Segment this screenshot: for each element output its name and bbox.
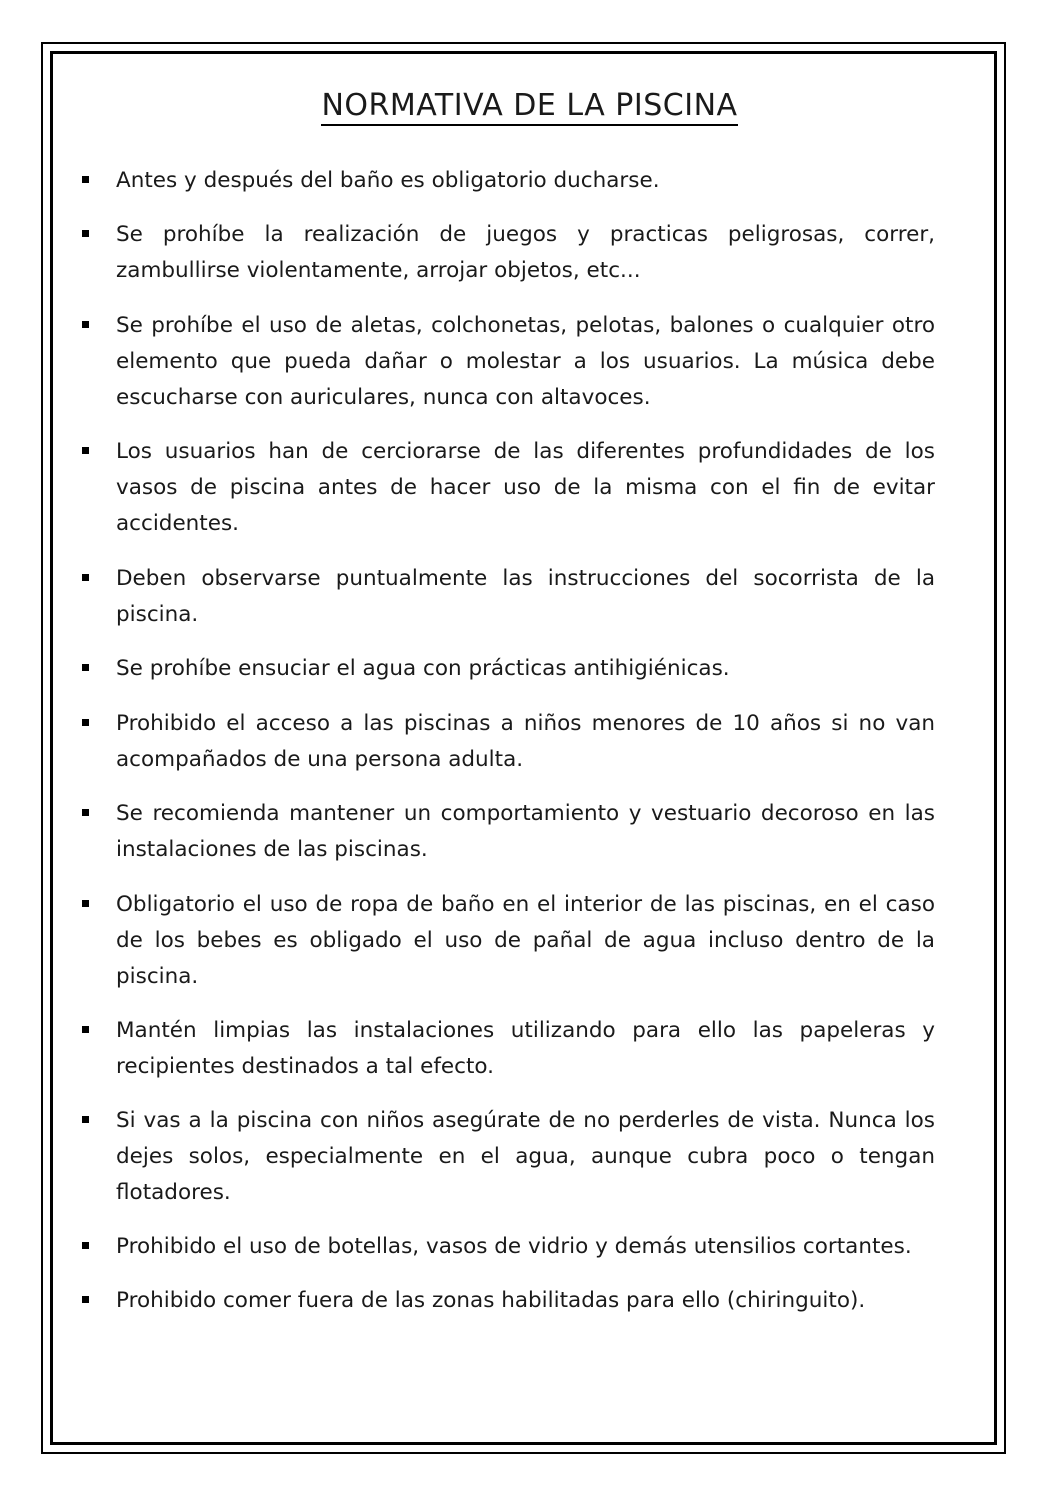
rule-text: Los usuarios han de cerciorarse de las diferentes profundidades de los vasos de piscina antes de hacer uso de la misma con el fin de evitar accidentes. <box>116 439 935 536</box>
square-bullet-icon <box>82 1026 89 1033</box>
rule-item <box>80 163 935 199</box>
rule-text: Prohibido el acceso a las piscinas a niños menores de 10 años si no van acompañados de una persona adulta. <box>116 711 935 772</box>
rule-text: Prohibido el uso de botellas, vasos de vidrio y demás utensilios cortantes. <box>116 1234 912 1259</box>
rule-item <box>80 217 935 289</box>
square-bullet-icon <box>82 176 89 183</box>
rules-list <box>80 163 935 1319</box>
document-title-wrapper <box>0 88 1059 123</box>
square-bullet-icon <box>82 1296 89 1303</box>
square-bullet-icon <box>82 1116 89 1123</box>
square-bullet-icon <box>82 719 89 726</box>
rule-item <box>80 1103 935 1211</box>
square-bullet-icon <box>82 664 89 671</box>
rule-text: Prohibido comer fuera de las zonas habilitadas para ello (chiringuito). <box>116 1288 866 1313</box>
rule-item <box>80 561 935 633</box>
square-bullet-icon <box>82 574 89 581</box>
rule-item <box>80 706 935 778</box>
rule-text: Antes y después del baño es obligatorio ducharse. <box>116 168 660 193</box>
square-bullet-icon <box>82 447 89 454</box>
rule-item <box>80 1229 935 1265</box>
rule-text: Se prohíbe ensuciar el agua con prácticas antihigiénicas. <box>116 656 730 681</box>
rule-item <box>80 1283 935 1319</box>
rule-item <box>80 796 935 868</box>
rule-text: Deben observarse puntualmente las instrucciones del socorrista de la piscina. <box>116 566 935 627</box>
square-bullet-icon <box>82 321 89 328</box>
rule-text: Si vas a la piscina con niños asegúrate de no perderles de vista. Nunca los dejes solos, especialmente en el agua, aunque cubra poco o tengan flotadores. <box>116 1108 935 1205</box>
rule-item <box>80 887 935 995</box>
square-bullet-icon <box>82 900 89 907</box>
rule-text: Obligatorio el uso de ropa de baño en el interior de las piscinas, en el caso de los bebes es obligado el uso de pañal de agua incluso dentro de la piscina. <box>116 892 935 989</box>
rule-item <box>80 434 935 542</box>
document-title: NORMATIVA DE LA PISCINA <box>321 88 737 126</box>
square-bullet-icon <box>82 809 89 816</box>
rule-item <box>80 1013 935 1085</box>
rule-text: Mantén limpias las instalaciones utilizando para ello las papeleras y recipientes destinados a tal efecto. <box>116 1018 935 1079</box>
square-bullet-icon <box>82 230 89 237</box>
rule-text: Se prohíbe el uso de aletas, colchonetas, pelotas, balones o cualquier otro elemento que pueda dañar o molestar a los usuarios. La música debe escucharse con auriculares, nunca con altavoces. <box>116 313 935 410</box>
rule-text: Se prohíbe la realización de juegos y practicas peligrosas, correr, zambullirse violentamente, arrojar objetos, etc... <box>116 222 935 283</box>
rule-text: Se recomienda mantener un comportamiento y vestuario decoroso en las instalaciones de las piscinas. <box>116 801 935 862</box>
rule-item <box>80 651 935 687</box>
rule-item <box>80 308 935 416</box>
square-bullet-icon <box>82 1242 89 1249</box>
